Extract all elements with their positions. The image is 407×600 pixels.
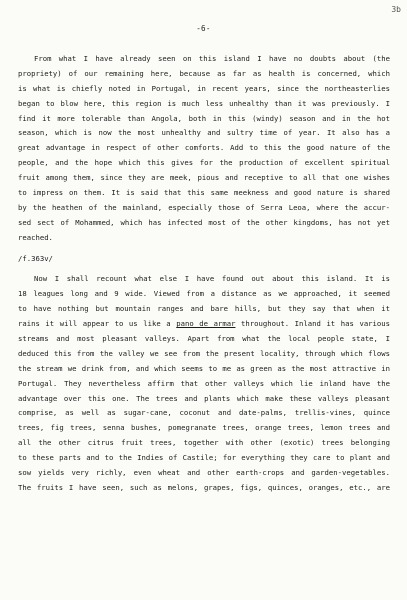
text-line: deduced this from the valley we see from the present locality, through which flows: [18, 348, 390, 358]
text-line-with-underline: [18, 317, 390, 332]
text-line: the stream we drink from, and which seems to me as green as the most attractive in: [18, 363, 390, 373]
text-line: propriety) of our remaining here, because as far as health is concerned, which: [18, 68, 390, 78]
text-line: Portugal. They nevertheless affirm that other valleys which lie inland have the: [18, 378, 390, 388]
text-line: people, and the hope which this gives for the production of excellent spiritual: [18, 158, 390, 168]
folio-reference: /f.363v/: [18, 253, 53, 263]
text-line: by the heathen of the mainland, especially those of Serra Leoa, where the accur-: [18, 202, 390, 212]
text-line: all the other citrus fruit trees, together with other (exotic) trees belonging: [18, 438, 390, 448]
text-line: The fruits I have seen, such as melons, grapes, figs, quinces, oranges, etc., are: [18, 482, 390, 492]
text-line: reached.: [18, 232, 53, 242]
text-line: to these parts and to the Indies of Castile; for everything they care to plant and: [18, 453, 390, 463]
corner-mark: 3b: [391, 5, 401, 14]
underlined-phrase: pano de armar: [176, 319, 236, 329]
text-line: is what is chiefly noted in Portugal, in recent years, since the northeasterlies: [18, 83, 390, 93]
text-segment: rains it will appear to us like a: [18, 319, 177, 329]
text-line: From what I have already seen on this island I have no doubts about (the: [34, 54, 390, 63]
text-line: find it more tolerable than Angola, both in this (windy) season and in the hot: [18, 113, 390, 123]
text-line: comprise, as well as sugar-cane, coconut and date-palms, trellis-vines, quince: [18, 408, 390, 418]
text-line: began to blow here, this region is much less unhealthy than it was previously. I: [18, 98, 390, 108]
text-line: to have nothing but mountain ranges and bare hills, but they say that when it: [18, 304, 390, 314]
text-line: fruit among them, since they are meek, pious and receptive to all that one wishes: [18, 173, 390, 183]
text-line: trees, fig trees, senna bushes, pomegranate trees, orange trees, lemon trees and: [18, 423, 390, 433]
text-line: Now I shall recount what else I have found out about this island. It is: [34, 274, 390, 284]
text-segment: throughout. Inland it has various: [235, 319, 390, 329]
text-line: season, which is now the most unhealthy and sultry time of year. It also has a: [18, 128, 390, 138]
text-line: 18 leagues long and 9 wide. Viewed from a distance as we approached, it seemed: [18, 289, 390, 299]
text-line: to impress on them. It is said that this same meekness and good nature is shared: [18, 188, 390, 198]
body-text: [18, 52, 390, 496]
text-line: sow yields very richly, even wheat and other earth-crops and garden-vegetables.: [18, 468, 390, 478]
text-line: sed sect of Mohammed, which has infected most of the other kingdoms, has not yet: [18, 217, 390, 227]
text-line: streams and most pleasant valleys. Apart from what the local people state, I: [18, 334, 390, 344]
text-line: advantage over this one. The trees and plants which make these valleys pleasant: [18, 393, 390, 403]
page-number: -6-: [196, 24, 211, 33]
text-line: great advantage in respect of other comforts. Add to this the good nature of the: [18, 143, 390, 153]
